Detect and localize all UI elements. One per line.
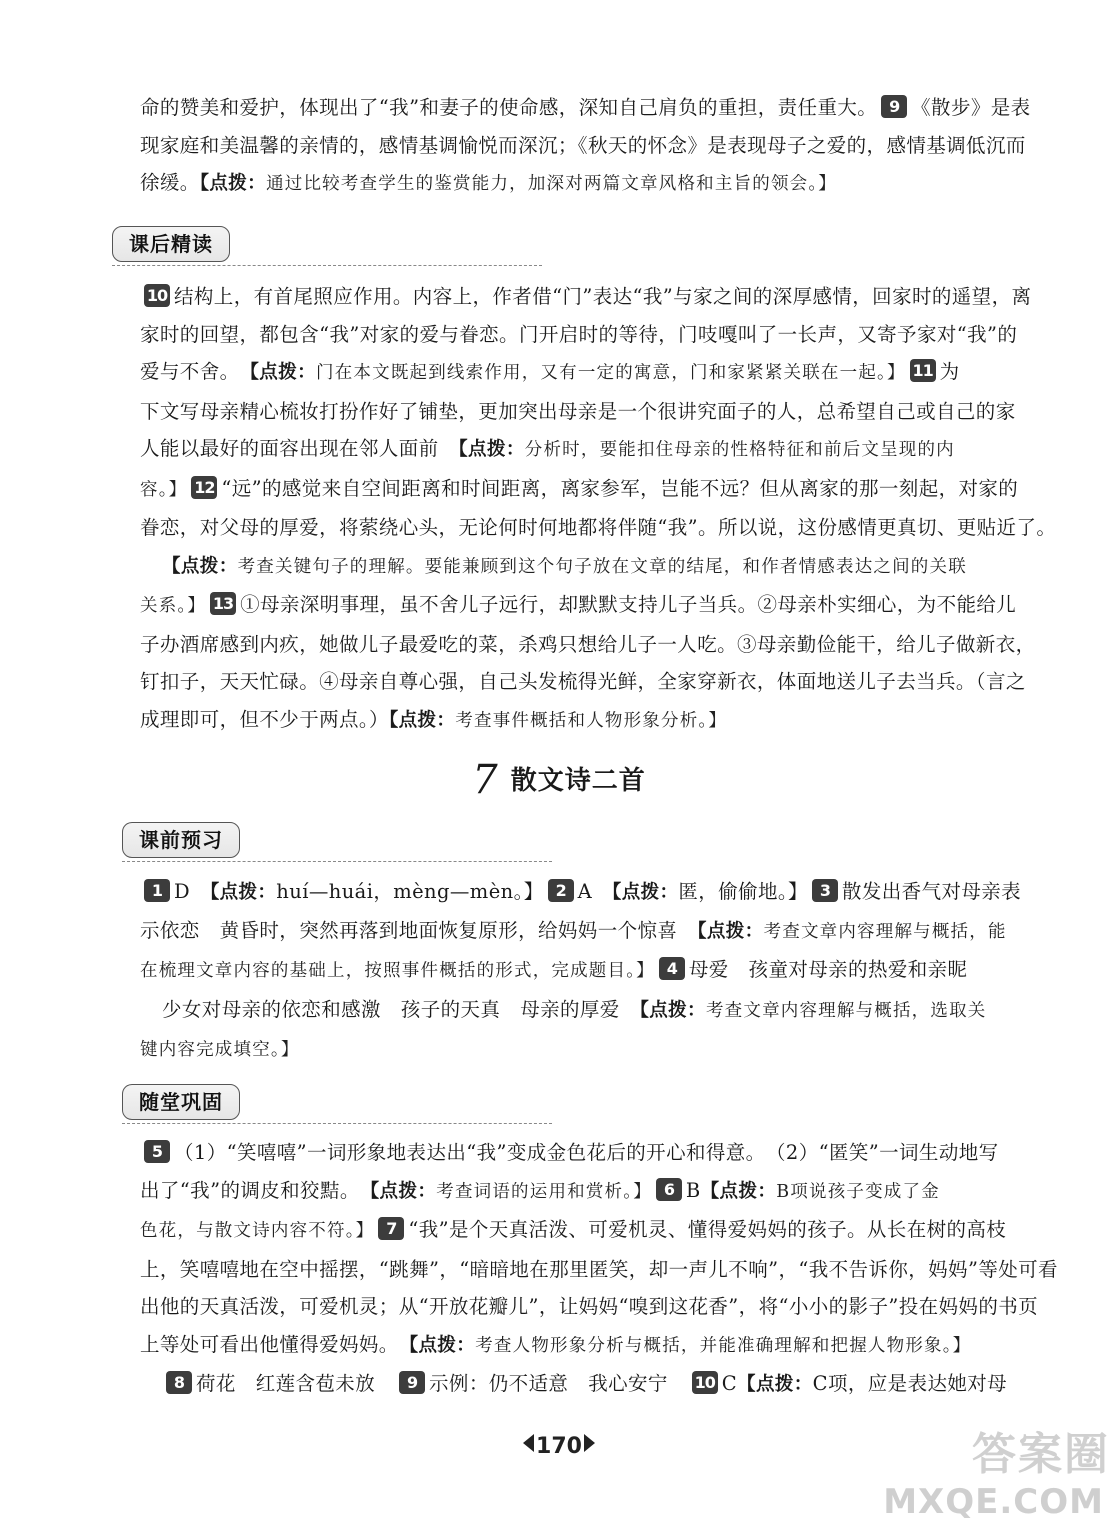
question-number-badge: 8	[166, 1371, 192, 1394]
text-line	[140, 586, 1017, 626]
section-heading-consolidation: 随堂巩固	[122, 1084, 240, 1120]
answer-text: ①母亲深明事理，虽不舍儿子远行，却默默支持儿子当兵。②母亲朴实细心，为不能给儿	[240, 593, 1017, 616]
hint-label: 【点拨：	[199, 173, 267, 194]
hint-text: 考查词语的运用和赏析。】	[436, 1181, 652, 1202]
question-number-badge: 9	[881, 95, 907, 118]
hint-label: 【点拨：	[388, 709, 456, 731]
question-number-badge: 9	[399, 1371, 425, 1394]
answer-text: C	[721, 1372, 738, 1395]
text-line	[140, 1326, 1002, 1366]
question-number-badge: 10	[692, 1371, 718, 1394]
answer-text: 下文写母亲精心梳妆打扮作好了铺垫，更加突出母亲是一个很讲究面子的人，总希望自己或自己的家	[140, 399, 1016, 423]
text-line	[140, 1251, 1058, 1289]
watermark-main: 答案圈	[972, 1429, 1110, 1480]
watermark-logo	[883, 1418, 1110, 1528]
section-divider	[122, 1123, 552, 1124]
text-line	[140, 663, 1026, 701]
text-line	[140, 1030, 1002, 1070]
text-line	[140, 626, 1036, 664]
answer-text: 成理即可，但不少于两点。）	[140, 707, 389, 731]
answer-text: 上，笑嘻嘻地在空中摇摆，“跳舞”，“暗暗地在那里匿笑，却一声儿不响”，“我不告诉你，妈妈”等处可看	[140, 1257, 1058, 1281]
text-line	[140, 509, 1057, 547]
text-line	[140, 873, 1022, 912]
answer-text: huí—huái，mèng—mèn。】	[276, 880, 544, 903]
hint-text: B项说孩子变成了金	[776, 1181, 940, 1202]
text-line	[140, 547, 1002, 587]
question-number-badge: 6	[656, 1178, 682, 1201]
answer-text: 出他的天真活泼，可爱机灵；从“开放花瓣儿”，让妈妈“嗅到这花香”，将“小小的影子”投在妈妈的书页	[140, 1295, 1039, 1318]
question-number-badge: 1	[144, 879, 170, 902]
hint-label: 【点拨：	[209, 882, 277, 903]
section-divider	[122, 861, 552, 862]
watermark-sub: MXQE.COM	[883, 1482, 1104, 1522]
answer-text: 现家庭和美温馨的亲情的，感情基调愉悦而深沉；《秋天的怀念》是表现母子之爱的，感情基调低沉而	[140, 133, 1026, 157]
hint-label: 【点拨：	[162, 555, 238, 577]
answer-text: 徐缓。	[140, 171, 200, 194]
text-line	[140, 353, 1002, 393]
answer-block-lesson6-end	[140, 89, 1031, 204]
text-line	[140, 1365, 1008, 1404]
answer-block-consolidation	[140, 1134, 1058, 1404]
text-line	[140, 393, 1016, 431]
text-line	[140, 951, 1002, 991]
section-heading-preview: 课前预习	[122, 822, 240, 858]
question-number-badge: 2	[548, 879, 574, 902]
answer-text: 匿，偷偷地。】	[678, 880, 808, 903]
text-line	[140, 701, 1002, 741]
text-line	[140, 1211, 1007, 1251]
page-number-text: 170	[536, 1434, 582, 1459]
hint-label: 【点拨：	[458, 439, 525, 460]
answer-text: B	[685, 1178, 701, 1202]
hint-text: 门在本文既起到线索作用，又有一定的寓意，门和家紧紧关联在一起。】	[316, 363, 906, 383]
answer-text: A	[577, 880, 613, 903]
hint-label: 【点拨：	[697, 920, 764, 942]
answer-text: 示例：仍不适意 我心安宁	[429, 1372, 688, 1395]
answer-text: 爱与不舍。	[140, 360, 250, 383]
text-line	[140, 991, 1002, 1031]
question-number-badge: 12	[191, 476, 217, 499]
text-line	[140, 1288, 1039, 1326]
answer-text: 钉扣子，天天忙碌。④母亲自尊心强，自己头发梳得光鲜，全家穿新衣，体面地送儿子去当兵。（言之	[140, 670, 1026, 693]
hint-text: 考查关键句子的理解。要能兼顾到这个句子放在文章的结尾，和作者情感表达之间的关联	[237, 556, 967, 577]
answer-text: 上等处可看出他懂得爱妈妈。	[140, 1332, 409, 1356]
lesson-name: 散文诗二首	[510, 766, 646, 796]
question-number-badge: 10	[144, 284, 170, 307]
question-number-badge: 4	[659, 957, 685, 980]
hint-text: 关系。】	[140, 596, 207, 616]
section-divider	[112, 265, 542, 266]
question-number-badge: 11	[910, 359, 936, 382]
hint-text: 通过比较考查学生的鉴赏能力，加深对两篇文章风格和主旨的领会。】	[266, 174, 838, 194]
section-heading-after-class: 课后精读	[112, 226, 230, 262]
hint-text: 考查文章内容理解与概括，能	[763, 921, 1007, 942]
hint-text: 容。】	[140, 479, 188, 500]
hint-text: 考查人物形象分析与概括，并能准确理解和把握人物形象。】	[475, 1335, 972, 1356]
answer-text: 眷恋，对父母的厚爱，将萦绕心头，无论何时何地都将伴随“我”。所以说，这份感情更真切、更贴近了。	[140, 516, 1057, 539]
answer-text: 为	[939, 360, 960, 383]
hint-label: 【点拨：	[408, 1334, 476, 1356]
answer-text: 荷花 红莲含苞未放	[196, 1372, 396, 1395]
text-line	[140, 278, 1032, 316]
answer-text: “我”是个天真活泼、可爱机灵、懂得爱妈妈的孩子。从长在树的高枝	[408, 1218, 1007, 1241]
hint-label: 【点拨：	[369, 1180, 437, 1202]
left-triangle-icon	[523, 1434, 534, 1452]
answer-text: “远”的感觉来自空间距离和时间距离，离家参军，岂能不远？但从离家的那一刻起，对家的	[221, 476, 1019, 500]
hint-label: 【点拨：	[612, 882, 679, 903]
answer-text: 人能以最好的面容出现在邻人面前	[140, 437, 459, 460]
answer-text: 示依恋 黄昏时，突然再落到地面恢复原形，给妈妈一个惊喜	[140, 918, 698, 942]
hint-text: 色花，与散文诗内容不符。】	[140, 1221, 375, 1241]
text-line	[140, 127, 1026, 165]
answer-text: 少女对母亲的依恋和感激 孩子的天真 母亲的厚爱	[162, 997, 640, 1021]
answer-text: 家时的回望，都包含“我”对家的爱与眷恋。门开启时的等待，门吱嘎叫了一长声，又寄予家对“我”的	[140, 322, 1018, 346]
question-number-badge: 5	[144, 1140, 170, 1163]
hint-text: 考查事件概括和人物形象分析。】	[455, 710, 728, 731]
lesson-number: 7	[472, 757, 499, 803]
answer-text: 命的赞美和爱护，体现出了“我”和妻子的使命感，深知自己肩负的重担，责任重大。	[140, 96, 878, 119]
text-line	[140, 470, 1019, 510]
answer-block-after-class-reading	[140, 278, 1057, 740]
hint-label: 【点拨：	[700, 1180, 777, 1202]
text-line	[140, 1172, 1002, 1212]
lesson-title	[0, 757, 1118, 803]
text-line	[140, 89, 1031, 127]
answer-text: 《散步》是表	[911, 96, 1031, 119]
question-number-badge: 7	[378, 1217, 404, 1240]
hint-label: 【点拨：	[737, 1374, 813, 1395]
text-line	[140, 912, 1007, 952]
answer-text: 结构上，有首尾照应作用。内容上，作者借“门”表达“我”与家之间的深厚感情，回家时的遥望，离	[174, 285, 1032, 308]
answer-text: 母爱 孩童对母亲的热爱和亲昵	[688, 958, 968, 981]
answer-text: 出了“我”的调皮和狡黠。	[140, 1178, 370, 1202]
hint-text: 考查文章内容理解与概括，选取关	[705, 1000, 987, 1021]
answer-text: （1）“笑嘻嘻”一词形象地表达出“我”变成金色花后的开心和得意。 （2）“匿笑”一词生动地写	[174, 1141, 999, 1164]
right-triangle-icon	[584, 1434, 595, 1452]
answer-text: D	[174, 880, 210, 903]
question-number-badge: 3	[812, 879, 838, 902]
hint-label: 【点拨：	[639, 999, 706, 1021]
text-line	[140, 164, 1002, 204]
hint-text: 分析时，要能扣住母亲的性格特征和前后文呈现的内	[524, 440, 955, 460]
answer-text: 散发出香气对母亲表	[841, 880, 1022, 903]
text-line	[140, 316, 1018, 354]
text-line	[140, 1134, 1002, 1172]
answer-text: 子办酒席感到内疚，她做儿子最爱吃的菜，杀鸡只想给儿子一人吃。③母亲勤俭能干，给儿子做新衣，	[140, 632, 1036, 656]
answer-block-preview	[140, 873, 1022, 1070]
answer-text: C项，应是表达她对母	[812, 1372, 1008, 1395]
hint-text: 在梳理文章内容的基础上，按照事件概括的形式，完成题目。】	[140, 961, 655, 981]
question-number-badge: 13	[210, 592, 236, 615]
hint-text: 键内容完成填空。】	[140, 1040, 300, 1060]
hint-label: 【点拨：	[249, 362, 317, 383]
text-line	[140, 430, 1002, 470]
